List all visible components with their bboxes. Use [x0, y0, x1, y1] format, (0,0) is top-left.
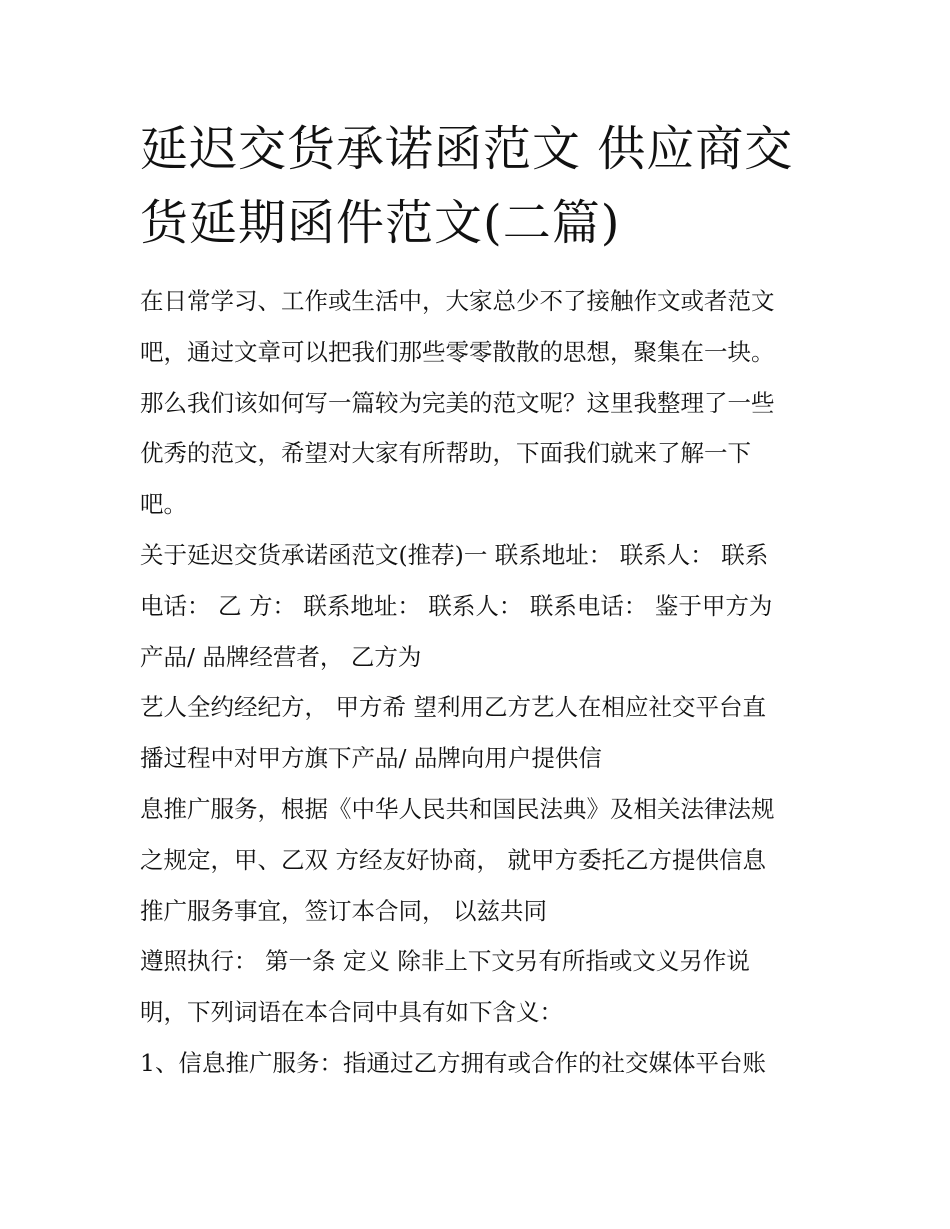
body-line: 产品/ 品牌经营者， 乙方为	[140, 642, 422, 671]
body-line: 息推广服务，根据《中华人民共和国民法典》及相关法律法规	[140, 794, 775, 823]
body-line: 艺人全约经纪方， 甲方希 望利用乙方艺人在相应社交平台直	[140, 693, 766, 722]
body-line: 吧。	[140, 490, 187, 519]
body-line: 播过程中对甲方旗下产品/ 品牌向用户提供信	[140, 744, 602, 773]
body-line: 之规定，甲、乙双 方经友好协商， 就甲方委托乙方提供信息	[140, 845, 766, 874]
title-line-1: 延迟交货承诺函范文 供应商交	[140, 121, 794, 177]
body-line: 1、信息推广服务：指通过乙方拥有或合作的社交媒体平台账	[140, 1048, 766, 1077]
title-line-2: 货延期函件范文(二篇)	[140, 195, 621, 251]
document-body	[140, 276, 830, 1089]
body-line: 电话： 乙 方： 联系地址： 联系人： 联系电话： 鉴于甲方为	[140, 591, 773, 620]
body-line: 推广服务事宜，签订本合同， 以兹共同	[140, 896, 547, 925]
body-line: 在日常学习、工作或生活中，大家总少不了接触作文或者范文	[140, 287, 775, 315]
body-line: 吧，通过文章可以把我们那些零零散散的思想，聚集在一块。	[140, 337, 775, 366]
body-line: 关于延迟交货承诺函范文(推荐)一 联系地址： 联系人： 联系	[140, 540, 769, 569]
body-line: 那么我们该如何写一篇较为完美的范文呢？这里我整理了一些	[140, 388, 775, 417]
document-title	[140, 112, 840, 260]
body-line: 明，下列词语在本合同中具有如下含义：	[140, 998, 563, 1027]
body-line: 优秀的范文，希望对大家有所帮助，下面我们就来了解一下	[140, 439, 751, 468]
body-line: 遵照执行： 第一条 定义 除非上下文另有所指或文义另作说	[140, 947, 750, 976]
